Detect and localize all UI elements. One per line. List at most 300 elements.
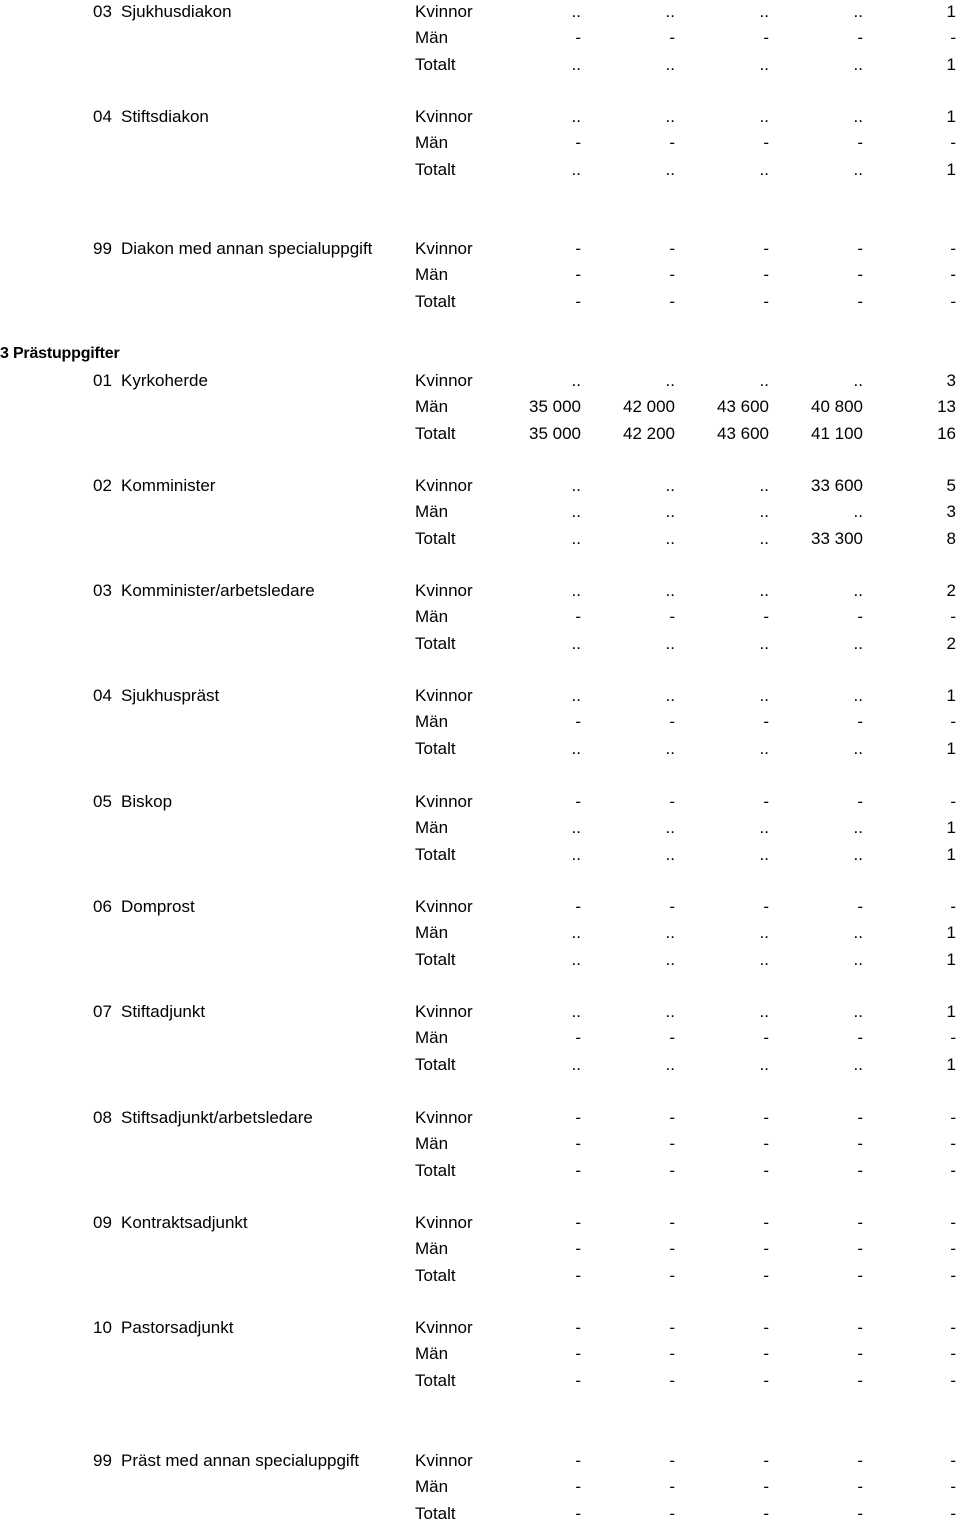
gender-label: Totalt	[415, 159, 456, 179]
value-cell: -	[857, 239, 863, 258]
value-cell: -	[575, 1213, 581, 1232]
value-cell: -	[575, 1265, 581, 1285]
gender-label: Kvinnor	[415, 107, 473, 126]
value-cell: ..	[571, 738, 581, 758]
value-cell: ..	[759, 371, 769, 390]
value-cell: ..	[571, 1002, 581, 1021]
value-cell: 3	[946, 371, 956, 390]
table-row	[0, 632, 960, 658]
gender-label: Totalt	[415, 1503, 456, 1523]
category-code: 02	[93, 476, 112, 495]
value-cell: 8	[946, 528, 956, 548]
table-group	[0, 105, 960, 184]
gender-label: Totalt	[415, 1370, 456, 1390]
table-row	[0, 1449, 960, 1475]
value-cell: -	[669, 1370, 675, 1390]
value-cell: -	[763, 1344, 769, 1364]
value-cell: -	[950, 1318, 956, 1337]
value-cell: -	[669, 1239, 675, 1259]
value-cell: 1	[946, 818, 956, 838]
table-row	[0, 895, 960, 921]
table-row	[0, 605, 960, 631]
category-name: Sjukhuspräst	[121, 686, 220, 705]
value-cell: ..	[665, 923, 675, 943]
table-row	[0, 395, 960, 421]
category-name: Komminister/arbetsledare	[121, 581, 315, 600]
value-cell: ..	[571, 844, 581, 864]
value-cell: -	[669, 607, 675, 627]
value-cell: -	[763, 1213, 769, 1232]
value-cell: ..	[571, 476, 581, 495]
value-cell: ..	[665, 371, 675, 390]
value-cell: -	[950, 1213, 956, 1232]
value-cell: 5	[946, 476, 956, 495]
table-row	[0, 290, 960, 316]
value-cell: 2	[946, 581, 956, 600]
table-row	[0, 1502, 960, 1528]
gender-label: Kvinnor	[415, 686, 473, 705]
value-cell: -	[669, 1318, 675, 1337]
value-cell: 1	[946, 686, 956, 705]
table-group	[0, 790, 960, 869]
gender-label: Män	[415, 1134, 449, 1154]
value-cell: -	[575, 1370, 581, 1390]
value-cell: -	[763, 239, 769, 258]
value-cell: -	[763, 133, 769, 153]
value-cell: ..	[665, 528, 675, 548]
value-cell: ..	[571, 581, 581, 600]
gender-label: Kvinnor	[415, 2, 473, 21]
value-cell: -	[950, 1370, 956, 1390]
value-cell: ..	[571, 818, 581, 838]
value-cell: -	[575, 1108, 581, 1127]
value-cell: -	[857, 1370, 863, 1390]
value-cell: -	[950, 1477, 956, 1497]
value-cell: 33 600	[811, 476, 863, 495]
table-group	[0, 579, 960, 658]
table-row	[0, 790, 960, 816]
value-cell: 1	[946, 949, 956, 969]
table-row	[0, 369, 960, 395]
category-name: Kyrkoherde	[121, 371, 208, 390]
category-code: 04	[93, 107, 112, 126]
value-cell: ..	[571, 1054, 581, 1074]
value-cell: -	[857, 1160, 863, 1180]
value-cell: 1	[946, 844, 956, 864]
value-cell: ..	[665, 1002, 675, 1021]
value-cell: ..	[665, 949, 675, 969]
value-cell: ..	[853, 1054, 863, 1074]
value-cell: -	[950, 792, 956, 811]
value-cell: -	[763, 712, 769, 732]
gender-label: Kvinnor	[415, 1002, 473, 1021]
gender-label: Män	[415, 1239, 449, 1259]
value-cell: ..	[571, 159, 581, 179]
value-cell: -	[763, 1318, 769, 1337]
gender-label: Kvinnor	[415, 371, 473, 390]
gender-label: Kvinnor	[415, 1318, 473, 1337]
gender-label: Män	[415, 607, 449, 627]
gender-label: Män	[415, 133, 449, 153]
value-cell: 1	[946, 738, 956, 758]
value-cell: -	[763, 1265, 769, 1285]
table-row	[0, 1211, 960, 1237]
value-cell: ..	[853, 633, 863, 653]
value-cell: 1	[946, 1054, 956, 1074]
table-row	[0, 500, 960, 526]
value-cell: 35 000	[529, 397, 581, 417]
value-cell: -	[575, 792, 581, 811]
table-group	[0, 474, 960, 553]
value-cell: -	[669, 1503, 675, 1523]
value-cell: 42 200	[623, 423, 675, 443]
gender-label: Totalt	[415, 54, 456, 74]
value-cell: -	[763, 1160, 769, 1180]
table-row	[0, 26, 960, 52]
value-cell: -	[950, 28, 956, 48]
gender-label: Män	[415, 1344, 449, 1364]
value-cell: -	[950, 239, 956, 258]
value-cell: ..	[759, 686, 769, 705]
value-cell: ..	[571, 949, 581, 969]
value-cell: 1	[946, 2, 956, 21]
value-cell: ..	[759, 818, 769, 838]
value-cell: -	[575, 1477, 581, 1497]
category-name: Biskop	[121, 792, 173, 811]
value-cell: -	[575, 1160, 581, 1180]
value-cell: -	[669, 265, 675, 285]
value-cell: -	[669, 1108, 675, 1127]
value-cell: -	[575, 1318, 581, 1337]
value-cell: -	[763, 265, 769, 285]
table-group	[0, 684, 960, 763]
value-cell: 40 800	[811, 397, 863, 417]
value-cell: -	[857, 1028, 863, 1048]
value-cell: -	[763, 1108, 769, 1127]
value-cell: 16	[937, 423, 956, 443]
value-cell: -	[669, 1265, 675, 1285]
table-group	[0, 237, 960, 316]
table-row	[0, 1475, 960, 1501]
table-group	[0, 1106, 960, 1185]
value-cell: -	[950, 1239, 956, 1259]
value-cell: ..	[759, 844, 769, 864]
value-cell: -	[857, 1318, 863, 1337]
value-cell: -	[763, 28, 769, 48]
category-name: Stiftadjunkt	[121, 1002, 206, 1021]
value-cell: -	[857, 712, 863, 732]
value-cell: -	[763, 897, 769, 916]
value-cell: ..	[665, 738, 675, 758]
value-cell: ..	[571, 502, 581, 522]
table-row	[0, 1369, 960, 1395]
value-cell: ..	[571, 107, 581, 126]
value-cell: -	[763, 1239, 769, 1259]
value-cell: ..	[759, 2, 769, 21]
value-cell: -	[575, 1239, 581, 1259]
value-cell: ..	[571, 528, 581, 548]
value-cell: -	[950, 607, 956, 627]
value-cell: -	[857, 1108, 863, 1127]
table-row	[0, 0, 960, 26]
value-cell: ..	[759, 581, 769, 600]
value-cell: ..	[759, 54, 769, 74]
category-code: 06	[93, 897, 112, 916]
category-name: Domprost	[121, 897, 195, 916]
value-cell: -	[669, 712, 675, 732]
value-cell: 1	[946, 107, 956, 126]
category-code: 08	[93, 1108, 112, 1127]
value-cell: -	[763, 1451, 769, 1470]
value-cell: 13	[937, 397, 956, 417]
value-cell: -	[857, 1503, 863, 1523]
value-cell: -	[950, 1108, 956, 1127]
table-row	[0, 1159, 960, 1185]
table-group	[0, 0, 960, 79]
value-cell: ..	[759, 502, 769, 522]
value-cell: -	[669, 291, 675, 311]
value-cell: ..	[665, 502, 675, 522]
gender-label: Totalt	[415, 423, 456, 443]
value-cell: -	[575, 1451, 581, 1470]
value-cell: -	[669, 133, 675, 153]
table-row	[0, 1053, 960, 1079]
table-row	[0, 843, 960, 869]
category-code: 99	[93, 239, 112, 258]
table-row	[0, 1000, 960, 1026]
table-group	[0, 1211, 960, 1290]
value-cell: -	[763, 1477, 769, 1497]
value-cell: -	[669, 1213, 675, 1232]
value-cell: ..	[759, 923, 769, 943]
value-cell: -	[763, 291, 769, 311]
table-row	[0, 1264, 960, 1290]
category-name: Sjukhusdiakon	[121, 2, 232, 21]
table-row	[0, 1026, 960, 1052]
value-cell: -	[950, 1344, 956, 1364]
table-group	[0, 895, 960, 974]
category-name: Stiftsadjunkt/arbetsledare	[121, 1108, 313, 1127]
value-cell: ..	[665, 159, 675, 179]
value-cell: 33 300	[811, 528, 863, 548]
value-cell: -	[575, 291, 581, 311]
table-row	[0, 1132, 960, 1158]
value-cell: ..	[665, 844, 675, 864]
value-cell: -	[950, 1028, 956, 1048]
value-cell: -	[575, 1134, 581, 1154]
value-cell: -	[950, 1451, 956, 1470]
value-cell: -	[857, 897, 863, 916]
table-group	[0, 1449, 960, 1528]
value-cell: ..	[571, 686, 581, 705]
value-cell: ..	[853, 581, 863, 600]
value-cell: -	[669, 1028, 675, 1048]
gender-label: Män	[415, 265, 449, 285]
value-cell: ..	[665, 54, 675, 74]
gender-label: Kvinnor	[415, 476, 473, 495]
category-name: Präst med annan specialuppgift	[121, 1451, 360, 1470]
table-row	[0, 579, 960, 605]
value-cell: ..	[759, 738, 769, 758]
category-code: 04	[93, 686, 112, 705]
table-row	[0, 474, 960, 500]
value-cell: ..	[853, 844, 863, 864]
table-row	[0, 53, 960, 79]
table-row	[0, 737, 960, 763]
value-cell: ..	[759, 528, 769, 548]
table-row	[0, 422, 960, 448]
category-code: 03	[93, 581, 112, 600]
value-cell: ..	[853, 738, 863, 758]
value-cell: 2	[946, 633, 956, 653]
category-code: 09	[93, 1213, 112, 1232]
value-cell: ..	[853, 2, 863, 21]
value-cell: -	[669, 1477, 675, 1497]
value-cell: ..	[853, 502, 863, 522]
gender-label: Män	[415, 1477, 449, 1497]
gender-label: Totalt	[415, 1054, 456, 1074]
value-cell: -	[669, 239, 675, 258]
gender-label: Kvinnor	[415, 792, 473, 811]
gender-label: Kvinnor	[415, 581, 473, 600]
gender-label: Totalt	[415, 1160, 456, 1180]
value-cell: -	[575, 28, 581, 48]
value-cell: -	[575, 607, 581, 627]
table-row	[0, 1316, 960, 1342]
value-cell: -	[575, 1503, 581, 1523]
value-cell: ..	[853, 1002, 863, 1021]
value-cell: ..	[759, 476, 769, 495]
value-cell: -	[950, 1160, 956, 1180]
table-row	[0, 921, 960, 947]
value-cell: -	[857, 1239, 863, 1259]
value-cell: ..	[853, 949, 863, 969]
gender-label: Kvinnor	[415, 1451, 473, 1470]
value-cell: 35 000	[529, 423, 581, 443]
table-row	[0, 1342, 960, 1368]
gender-label: Totalt	[415, 633, 456, 653]
value-cell: 1	[946, 54, 956, 74]
table-row	[0, 527, 960, 553]
gender-label: Män	[415, 28, 449, 48]
value-cell: -	[857, 1477, 863, 1497]
value-cell: -	[575, 712, 581, 732]
gender-label: Män	[415, 818, 449, 838]
category-name: Pastorsadjunkt	[121, 1318, 234, 1337]
gender-label: Totalt	[415, 738, 456, 758]
gender-label: Kvinnor	[415, 1213, 473, 1232]
value-cell: -	[857, 1265, 863, 1285]
gender-label: Totalt	[415, 528, 456, 548]
table-group	[0, 1316, 960, 1395]
value-cell: -	[857, 1213, 863, 1232]
value-cell: ..	[853, 818, 863, 838]
gender-label: Totalt	[415, 949, 456, 969]
value-cell: 1	[946, 159, 956, 179]
value-cell: -	[669, 1451, 675, 1470]
table-row	[0, 1237, 960, 1263]
value-cell: -	[950, 1503, 956, 1523]
value-cell: -	[575, 133, 581, 153]
value-cell: -	[575, 1028, 581, 1048]
value-cell: -	[763, 1503, 769, 1523]
value-cell: ..	[853, 371, 863, 390]
table-row	[0, 948, 960, 974]
value-cell: -	[669, 897, 675, 916]
gender-label: Kvinnor	[415, 239, 473, 258]
gender-label: Män	[415, 712, 449, 732]
table-row	[0, 1106, 960, 1132]
category-code: 99	[93, 1451, 112, 1470]
value-cell: -	[950, 712, 956, 732]
value-cell: ..	[571, 371, 581, 390]
value-cell: ..	[759, 949, 769, 969]
value-cell: -	[857, 1451, 863, 1470]
value-cell: ..	[571, 633, 581, 653]
category-code: 05	[93, 792, 112, 811]
value-cell: -	[857, 265, 863, 285]
category-code: 01	[93, 371, 112, 390]
category-name: Kontraktsadjunkt	[121, 1213, 248, 1232]
category-name: Diakon med annan specialuppgift	[121, 239, 373, 258]
value-cell: 43 600	[717, 423, 769, 443]
value-cell: -	[950, 897, 956, 916]
gender-label: Män	[415, 397, 449, 417]
category-name: Stiftsdiakon	[121, 107, 209, 126]
value-cell: 43 600	[717, 397, 769, 417]
value-cell: -	[669, 1134, 675, 1154]
value-cell: -	[857, 792, 863, 811]
section-title: 3 Prästuppgifter	[0, 345, 120, 362]
value-cell: ..	[853, 159, 863, 179]
value-cell: ..	[853, 686, 863, 705]
value-cell: -	[669, 1160, 675, 1180]
category-code: 10	[93, 1318, 112, 1337]
value-cell: ..	[665, 1054, 675, 1074]
value-cell: -	[857, 291, 863, 311]
gender-label: Män	[415, 923, 449, 943]
table-row	[0, 684, 960, 710]
value-cell: ..	[665, 581, 675, 600]
value-cell: -	[575, 1344, 581, 1364]
value-cell: ..	[665, 818, 675, 838]
value-cell: -	[950, 265, 956, 285]
gender-label: Totalt	[415, 1265, 456, 1285]
category-name: Komminister	[121, 476, 216, 495]
value-cell: -	[763, 1028, 769, 1048]
value-cell: ..	[759, 107, 769, 126]
table-row	[0, 105, 960, 131]
table-row	[0, 158, 960, 184]
value-cell: -	[950, 291, 956, 311]
value-cell: 1	[946, 1002, 956, 1021]
value-cell: -	[950, 1134, 956, 1154]
value-cell: ..	[853, 107, 863, 126]
value-cell: ..	[853, 923, 863, 943]
value-cell: -	[575, 265, 581, 285]
value-cell: -	[669, 28, 675, 48]
value-cell: -	[575, 239, 581, 258]
value-cell: ..	[665, 2, 675, 21]
value-cell: ..	[759, 1002, 769, 1021]
value-cell: -	[857, 133, 863, 153]
table-row	[0, 237, 960, 263]
gender-label: Män	[415, 1028, 449, 1048]
category-code: 03	[93, 2, 112, 21]
value-cell: -	[763, 607, 769, 627]
table-row	[0, 131, 960, 157]
value-cell: -	[669, 792, 675, 811]
